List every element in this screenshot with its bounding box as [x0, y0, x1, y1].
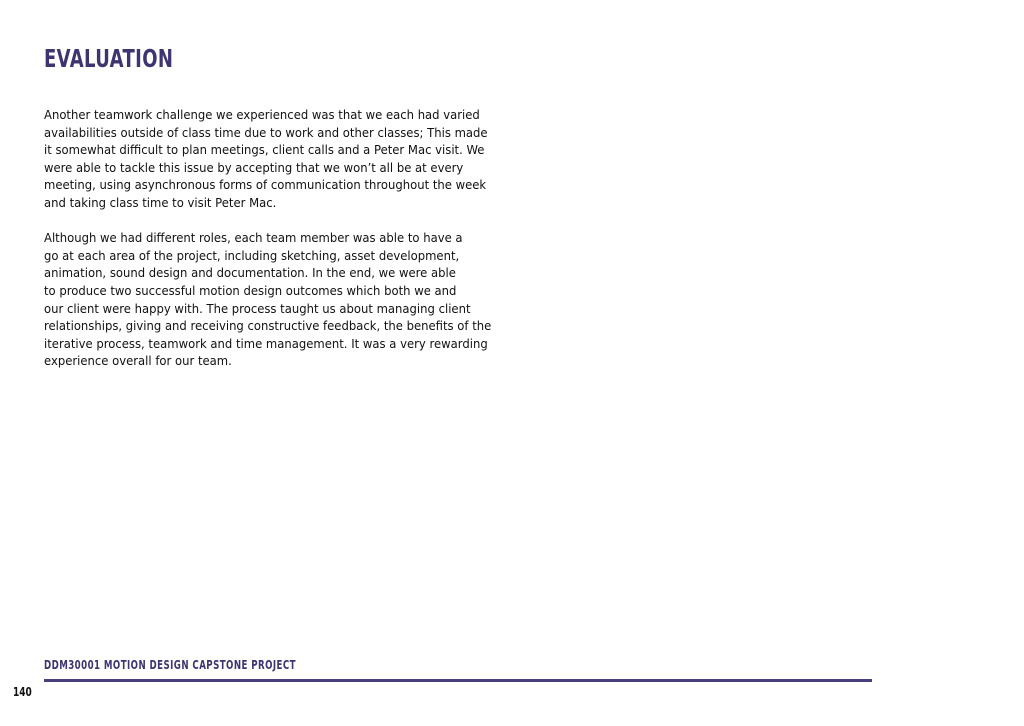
body-text	[44, 106, 492, 370]
text-line: go at each area of the project, including sketching, asset development,	[44, 247, 460, 263]
text-line: Another teamwork challenge we experienced was that we each had varied	[44, 107, 480, 122]
text-line: relationships, giving and receiving constructive feedback, the benefits of the	[44, 318, 492, 334]
text-line: animation, sound design and documentation. In the end, we were able	[44, 265, 456, 281]
text-line: iterative process, teamwork and time management. It was a very rewarding	[44, 335, 488, 351]
text-line: to produce two successful motion design outcomes which both we and	[44, 282, 457, 298]
text-line: Although we had different roles, each team member was able to have a	[44, 230, 463, 246]
page-number: 140	[13, 684, 32, 699]
footer-course-title: DDM30001 MOTION DESIGN CAPSTONE PROJECT	[44, 658, 296, 672]
footer-divider	[44, 679, 872, 682]
text-line: it somewhat difficult to plan meetings, client calls and a Peter Mac visit. We	[44, 142, 485, 158]
paragraph-1	[44, 106, 488, 212]
page-title: EVALUATION	[44, 44, 174, 73]
text-line: experience overall for our team.	[44, 353, 232, 369]
text-line: and taking class time to visit Peter Mac.	[44, 194, 277, 210]
text-line: availabilities outside of class time due to work and other classes; This made	[44, 124, 488, 140]
paragraph-2	[44, 229, 492, 370]
text-line: our client were happy with. The process taught us about managing client	[44, 300, 471, 316]
text-line: meeting, using asynchronous forms of communication throughout the week	[44, 177, 487, 193]
paragraph-spacer	[44, 212, 484, 230]
text-line: were able to tackle this issue by accepting that we won’t all be at every	[44, 159, 464, 175]
